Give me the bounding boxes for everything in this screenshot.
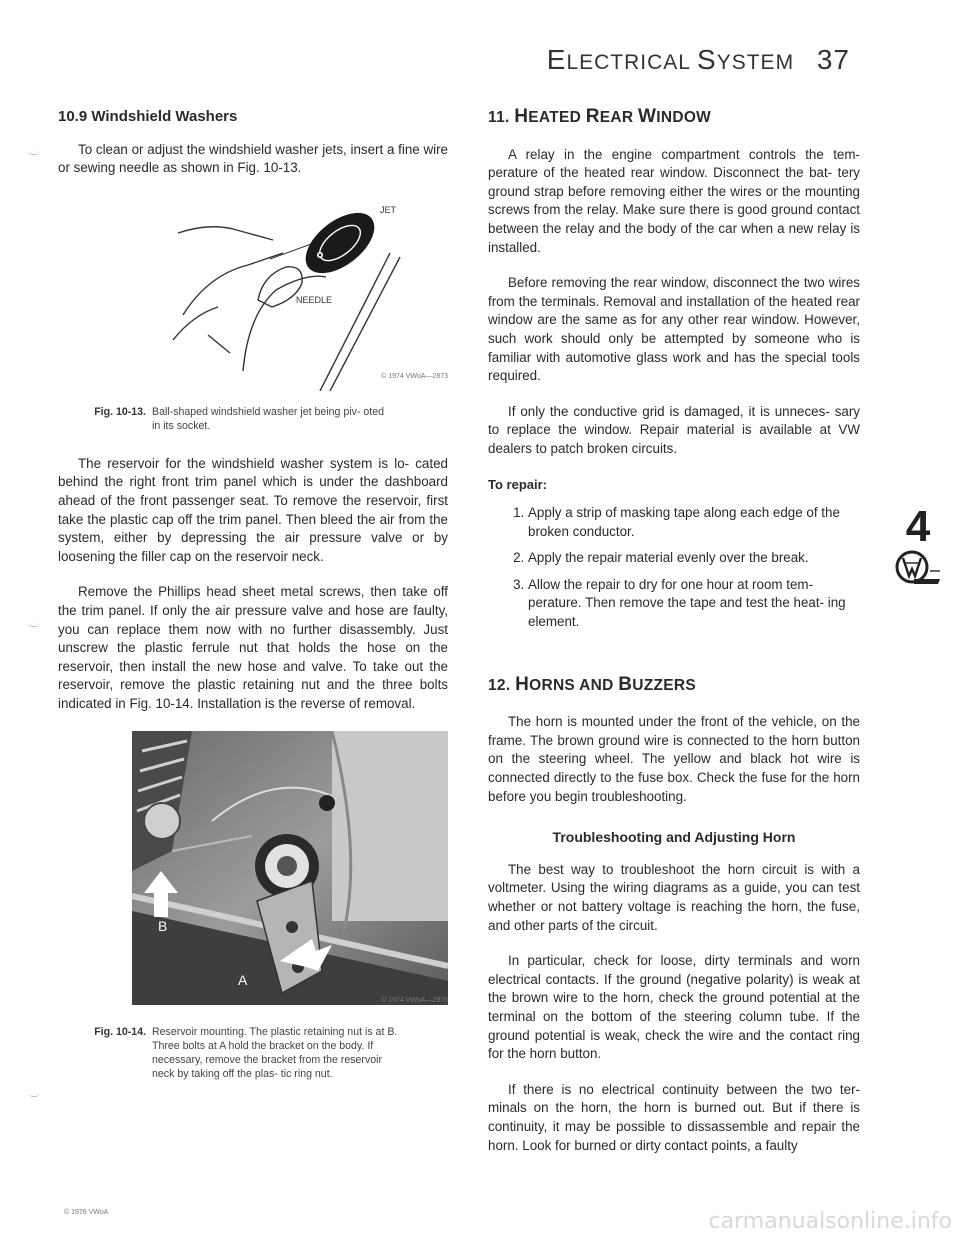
right-column <box>488 108 860 1172</box>
watermark: carmanualsonline.info <box>708 1209 952 1234</box>
paragraph: The best way to troubleshoot the horn circuit is with a voltmeter. Using the wiring diagrams as a guide, you can test whether or not battery voltage is reaching the horn, the fuse, and other parts of the circuit. <box>488 861 860 933</box>
jet-label: JET <box>380 204 397 215</box>
needle-label: NEEDLE <box>296 294 333 305</box>
binding-mark <box>28 622 40 627</box>
section-heading-11: 11. HEATED REAR WINDOW <box>488 106 712 127</box>
left-column <box>58 108 448 1103</box>
callout-b: B <box>158 917 168 934</box>
washer-jet-illustration <box>58 195 448 391</box>
figure-credit: © 1974 VWoA—2873 <box>381 373 448 381</box>
repair-steps <box>488 504 860 632</box>
binding-mark <box>28 1092 40 1097</box>
list-item: 2. Apply the repair material evenly over the break. <box>528 549 860 568</box>
paragraph: The reservoir for the windshield washer system is lo- cated behind the right front trim panel which is under the dashboard ahead of the front passenger seat. To remove the reservoir, first take the plastic cap off the trim panel. Then bleed the air from the system, either by depressing the air pressure valve or by loosening the filler cap on the reservoir neck. <box>58 455 448 564</box>
figure-caption: Fig. 10-13. Ball-shaped windshield washer jet being piv- oted in its socket. <box>94 405 385 432</box>
running-header: ELECTRICAL SYSTEM 37 <box>546 44 850 75</box>
binding-mark <box>28 150 40 155</box>
paragraph: A relay in the engine compartment controls the tem- perature of the heated rear window. Disconnect the bat- tery ground strap before removing either the wires or the mounting screws from the relay. Make sure there is good ground contact between the relay and the body of the car when a new relay is installed. <box>488 146 860 255</box>
paragraph: In particular, check for loose, dirty terminals and worn electrical contacts. If the ground (negative polarity) is weak at the brown wire to the horn, check the ground potential at the terminal on the bottom of the steering column tube. If the ground potential is weak, check the wire and the contact ring for the horn button. <box>488 953 860 1062</box>
figure-10-13 <box>58 195 448 391</box>
reservoir-photo <box>132 731 448 1005</box>
paragraph: Before removing the rear window, disconnect the two wires from the terminals. Removal and installation of the heated rear window are the same as for any other rear window. However, such work should only be attempted by someone who is familiar with automotive glass work and has the special tools required. <box>488 275 860 384</box>
page-number: 37 <box>816 44 850 75</box>
list-item: 1. Apply a strip of masking tape along each edge of the broken conductor. <box>528 504 860 541</box>
list-item: 3. Allow the repair to dry for one hour at room tem- perature. Then remove the tape and test the heat- ing element. <box>528 576 860 632</box>
figure-credit: © 1974 VWoA—2975 <box>381 996 448 1004</box>
paragraph: If there is no electrical continuity between the two ter- minals on the horn, the horn is burned out. But if there is continuity, it may be possible to dissassemble and repair the horn. Look for burned or dirty contact points, a faulty <box>488 1081 860 1153</box>
callout-a: A <box>238 971 248 988</box>
paragraph: The horn is mounted under the front of the vehicle, on the frame. The brown ground wire is connected to the horn button on the steering wheel. The yellow and black hot wire is connected directly to the fuse box. Check the fuse for the horn before you begin troubleshooting. <box>488 714 860 804</box>
paragraph: Remove the Phillips head sheet metal screws, then take off the trim panel. If only the air pressure valve and hose are faulty, you can replace them now with no further disassembly. Just unscrew the plastic ferrule nut that holds the hose on the reservoir, then install the new hose and valve. To take out the reservoir, remove the plastic retaining nut and the three bolts indicated in Fig. 10-14. Installation is the reverse of removal. <box>58 584 448 711</box>
procedure-label: To repair: <box>488 476 547 492</box>
vw-logo-icon <box>894 549 942 589</box>
chapter-number: 4 <box>905 502 931 551</box>
section-heading-12: 12. HORNS AND BUZZERS <box>488 673 697 695</box>
figure-10-14 <box>132 731 448 1011</box>
section-heading-10-9: 10.9 Windshield Washers <box>58 108 238 125</box>
paragraph: If only the conductive grid is damaged, it is unneces- sary to replace the window. Repair material is available at VW dealers to patch broken circuits. <box>488 403 860 456</box>
chapter-tab <box>888 502 948 594</box>
paragraph: To clean or adjust the windshield washer jets, insert a fine wire or sewing needle as shown in Fig. 10-13. <box>58 141 448 176</box>
footer-credit: © 1976 VWoA <box>64 1209 109 1216</box>
figure-caption: Fig. 10-14. Reservoir mounting. The plastic retaining nut is at B. Three bolts at A hold the bracket on the body. If necessary, remove the bracket from the reservoir neck by taking off the plas- tic ring nut. <box>94 1025 398 1080</box>
subsection-heading: Troubleshooting and Adjusting Horn <box>552 829 796 846</box>
